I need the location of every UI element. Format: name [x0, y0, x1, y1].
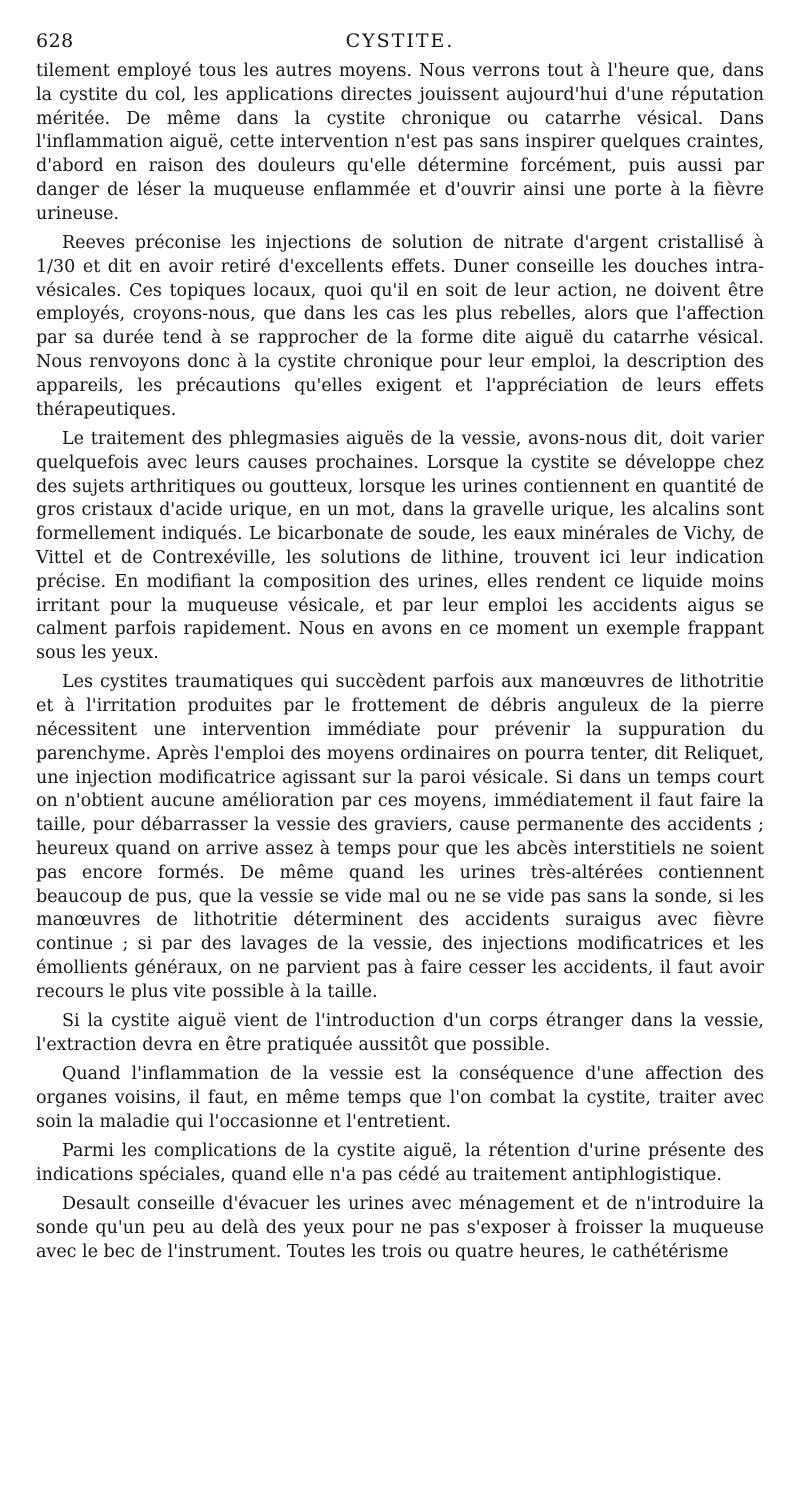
- paragraph-neighboring-organs: Quand l'inflammation de la vessie est la conséquence d'une affection des organes voisins, il faut, en même temps que l'on combat la cystite, traiter avec soin la maladie qui l'occasionne et l'entretient.: [36, 1064, 764, 1132]
- body-text: [36, 60, 764, 1270]
- paragraph-foreign-body: Si la cystite aiguë vient de l'introduction d'un corps étranger dans la vessie, l'extraction devra en être pratiquée aussitôt que possible.: [36, 1011, 764, 1055]
- paragraph-desault: Desault conseille d'évacuer les urines avec ménagement et de n'introduire la sonde qu'un peu au delà des yeux pour ne pas s'exposer à froisser la muqueuse avec le bec de l'instrument. Toutes les trois ou quatre heures, le cathétérisme: [36, 1194, 764, 1262]
- paragraph-traumatic-cystitis: Les cystites traumatiques qui succèdent parfois aux manœuvres de lithotritie et à l'irritation produites par le frottement de débris anguleux de la pierre nécessitent une intervention immédiate pour prévenir la suppuration du parenchyme. Après l'emploi des moyens ordinaires on pourra tenter, dit Reliquet, une injection modificatrice agissant sur la paroi vésicale. Si dans un temps court on n'obtient aucune amélioration par ces moyens, immédiatement il faut faire la taille, pour débarrasser la vessie des graviers, cause permanente des accidents ; heureux quand on arrive assez à temps pour que les abcès interstitiels ne soient pas encore formés. De même quand les urines très-altérées contiennent beaucoup de pus, que la vessie se vide mal ou ne se vide pas sans la sonde, si les manœuvres de lithotritie déterminent des accidents suraigus avec fièvre continue ; si par des lavages de la vessie, des injections modificatrices et les émollients généraux, on ne parvient pas à faire cesser les accidents, il faut avoir recours le plus vite possible à la taille.: [36, 672, 764, 1002]
- paragraph-reeves-injections: Reeves préconise les injections de solution de nitrate d'argent cristallisé à 1/30 et dit en avoir retiré d'excellents effets. Duner conseille les douches intra-vésicales. Ces topiques locaux, quoi qu'il en soit de leur action, ne doivent être employés, croyons-nous, que dans les cas les plus rebelles, alors que l'affection par sa durée tend à se rapprocher de la forme dite aiguë du catarrhe vésical. Nous renvoyons donc à la cystite chronique pour leur emploi, la description des appareils, les précautions qu'elles exigent et l'appréciation de leurs effets thérapeutiques.: [36, 233, 764, 420]
- page-header: [36, 30, 764, 56]
- page-number: 628: [36, 30, 74, 52]
- paragraph-continuation: tilement employé tous les autres moyens. Nous verrons tout à l'heure que, dans la cystite du col, les applications directes jouissent aujourd'hui d'une réputation méritée. De même dans la cystite chronique ou catarrhe vésical. Dans l'inflammation aiguë, cette intervention n'est pas sans inspirer quelques craintes, d'abord en raison des douleurs qu'elle détermine forcément, puis aussi par danger de léser la muqueuse enflammée et d'ouvrir ainsi une porte à la fièvre urineuse.: [36, 61, 764, 224]
- paragraph-urine-retention: Parmi les complications de la cystite aiguë, la rétention d'urine présente des indications spéciales, quand elle n'a pas cédé au traitement antiphlogistique.: [36, 1141, 764, 1185]
- running-title: CYSTITE.: [345, 30, 455, 52]
- paragraph-treatment-causes: Le traitement des phlegmasies aiguës de la vessie, avons-nous dit, doit varier quelquefois avec leurs causes prochaines. Lorsque la cystite se développe chez des sujets arthritiques ou goutteux, lorsque les urines contiennent en quantité de gros cristaux d'acide urique, en un mot, dans la gravelle urique, les alcalins sont formellement indiqués. Le bicarbonate de soude, les eaux minérales de Vichy, de Vittel et de Contrexéville, les solutions de lithine, trouvent ici leur indication précise. En modifiant la composition des urines, elles rendent ce liquide moins irritant pour la muqueuse vésicale, et par leur emploi les accidents aigus se calment parfois rapidement. Nous en avons en ce moment un exemple frappant sous les yeux.: [36, 428, 764, 664]
